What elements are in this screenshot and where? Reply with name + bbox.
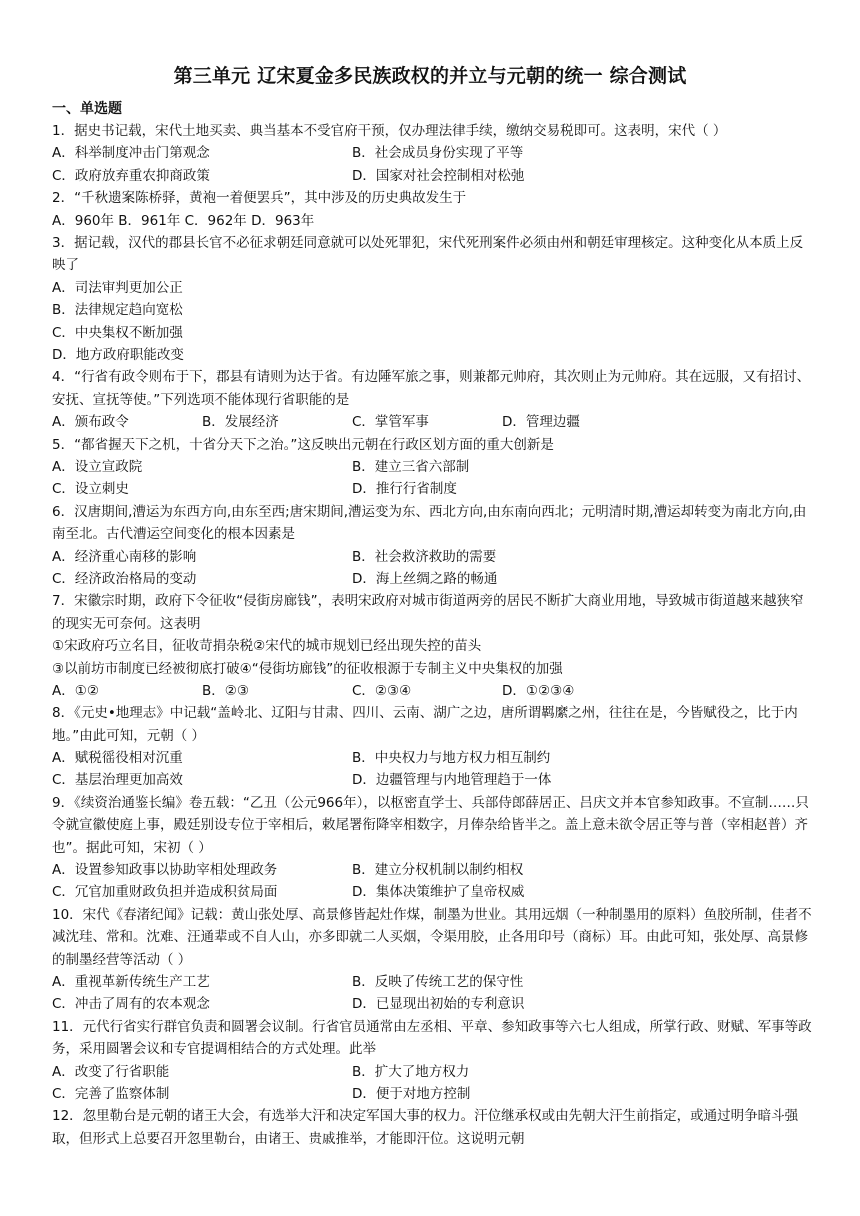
question-3-option-d: D．地方政府职能改变 <box>52 346 184 363</box>
question-9-option-c: C．冗官加重财政负担并造成积贫局面 <box>52 884 278 901</box>
question-5-option-b: B．建立三省六部制 <box>352 458 470 475</box>
question-7-options <box>52 680 816 702</box>
question-11-options <box>52 1061 816 1083</box>
question-10-option-c: C．冲击了周有的农本观念 <box>52 996 210 1013</box>
question-11-option-c: C．完善了监察体制 <box>52 1086 170 1103</box>
question-9-options <box>52 859 816 881</box>
question-9-option-b: B．建立分权机制以制约相权 <box>352 862 524 879</box>
question-5-stem: 5．“都省握天下之机，十省分天下之治。”这反映出元朝在行政区划方面的重大创新是 <box>52 436 554 453</box>
question-7-stem: 7．宋徽宗时期，政府下令征收“侵街房廊钱”，表明宋政府对城市街道两旁的居民不断扩大商业用地，导致城市街道越来越狭窄的现实无可奈何。这表明 <box>52 593 804 632</box>
question-1-option-d: D．国家对社会控制相对松弛 <box>352 167 525 184</box>
question-3-stem: 3．据记载，汉代的郡县长官不必征求朝廷同意就可以处死罪犯，宋代死刑案件必须由州和朝廷审理核定。这种变化从本质上反映了 <box>52 234 804 274</box>
question-12-stem: 12．忽里勒台是元朝的诸王大会，有选举大汗和决定军国大事的权力。汗位继承权或由先朝大汗生前指定，或通过明争暗斗强取，但形式上总要召开忽里勒台，由诸王、贵戚推举，才能即汗位。这说明元朝 <box>52 1108 799 1147</box>
question-10-option-d: D．已显现出初始的专利意识 <box>352 996 525 1013</box>
question-6-option-d: D．海上丝绸之路的畅通 <box>352 570 498 587</box>
question-11-option-b: B．扩大了地方权力 <box>352 1063 470 1080</box>
question-3-option-a: A．司法审判更加公正 <box>52 279 183 296</box>
question-7-option-b: B．②③ <box>202 682 249 699</box>
question-3-option-c: C．中央集权不断加强 <box>52 324 183 341</box>
question-4-option-b: B．发展经济 <box>202 414 279 431</box>
question-7-option-a: A．①② <box>52 682 99 699</box>
question-1-options <box>52 142 816 164</box>
question-8-option-b: B．中央权力与地方权力相互制约 <box>352 750 551 767</box>
question-2-options: A．960年 B．961年 C．962年 D．963年 <box>52 212 315 229</box>
question-8-option-d: D．边疆管理与内地管理趋于一体 <box>352 772 552 789</box>
question-5-options <box>52 478 816 500</box>
question-11-option-d: D．便于对地方控制 <box>352 1086 471 1103</box>
question-9-option-a: A．设置参知政事以协助宰相处理政务 <box>52 862 278 879</box>
question-5-option-c: C．设立刺史 <box>52 481 129 498</box>
question-6-option-a: A．经济重心南移的影响 <box>52 548 197 565</box>
question-8-options <box>52 769 816 791</box>
question-10-options <box>52 971 816 993</box>
question-11-options <box>52 1083 816 1105</box>
document-title: 第三单元 辽宋夏金多民族政权的并立与元朝的统一 综合测试 <box>173 65 687 87</box>
question-6-options <box>52 568 816 590</box>
question-5-option-a: A．设立宣政院 <box>52 458 143 475</box>
question-10-option-a: A．重视革新传统生产工艺 <box>52 974 210 991</box>
question-7-statements: ①宋政府巧立名目，征收苛捐杂税②宋代的城市规划已经出现失控的苗头 <box>52 638 482 655</box>
question-1-option-a: A．科举制度冲击门第观念 <box>52 145 210 162</box>
question-7-option-d: D．①②③④ <box>502 682 575 699</box>
question-6-option-b: B．社会救济救助的需要 <box>352 548 497 565</box>
question-5-option-d: D．推行行省制度 <box>352 481 457 498</box>
question-list <box>52 120 816 1150</box>
question-11-stem: 11．元代行省实行群官负责和圆署会议制。行省官员通常由左丞相、平章、参知政事等六七人组成，所掌行政、财赋、军事等政务，采用圆署会议和专官提调相结合的方式处理。此举 <box>52 1018 812 1058</box>
question-1-option-c: C．政府放弃重农抑商政策 <box>52 167 210 184</box>
question-11-option-a: A．改变了行省职能 <box>52 1063 170 1080</box>
question-8-stem: 8．《元史•地理志》中记载“盖岭北、辽阳与甘肃、四川、云南、湖广之边，唐所谓羁縻之州，往往在是，今皆赋役之，比于内地。”由此可知，元朝（ ） <box>52 705 798 744</box>
question-6-options <box>52 546 816 568</box>
question-7-option-c: C．②③④ <box>352 682 412 699</box>
question-10-options <box>52 993 816 1015</box>
question-9-options <box>52 881 816 903</box>
question-1-option-b: B．社会成员身份实现了平等 <box>352 145 524 162</box>
question-4-option-a: A．颁布政令 <box>52 414 129 431</box>
section-heading: 一、单选题 <box>52 101 122 117</box>
question-9-option-d: D．集体决策维护了皇帝权威 <box>352 884 525 901</box>
question-10-stem: 10．宋代《春渚纪闻》记载：黄山张处厚、高景修皆起灶作煤，制墨为世业。其用远烟（一种制墨用的原料）鱼胶所制，佳者不减沈珪、常和。沈难、汪通辈或不自人山，亦多即就二人买烟，令渠用胶，止各用印号（商标）耳。由此可知，张处厚、高景修的制墨经营等活动（ ） <box>52 906 812 968</box>
question-6-stem: 6．汉唐期间,漕运为东西方向,由东至西;唐宋期间,漕运变为东、西北方向,由东南向西北；元明清时期,漕运却转变为南北方向,由南至北。古代漕运空间变化的根本因素是 <box>52 503 807 543</box>
question-3-option-b: B．法律规定趋向宽松 <box>52 302 183 319</box>
question-9-stem: 9．《续资治通鉴长编》卷五载：“乙丑（公元966年），以枢密直学士、兵部侍郎薛居正、吕庆文并本官参知政事。不宣制……只令就宣徽使庭上事，殿廷别设专位于宰相后，敕尾署衔降宰相数字，月俸杂给皆半之。盖上意未欲令居正等与普（宰相赵普）齐也”。据此可知，宋初（ ） <box>52 794 809 856</box>
question-5-options <box>52 456 816 478</box>
question-4-stem: 4．“行省有政令则布于下，郡县有请则为达于省。有边陲军旅之事，则兼都元帅府，其次则止为元帅府。其在远服，又有招讨、安抚、宣抚等使。”下列选项不能体现行省职能的是 <box>52 369 811 408</box>
question-10-option-b: B．反映了传统工艺的保守性 <box>352 974 524 991</box>
question-4-option-c: C．掌管军事 <box>352 414 429 431</box>
question-8-option-c: C．基层治理更加高效 <box>52 772 183 789</box>
question-8-options <box>52 747 816 769</box>
question-2-stem: 2．“千秋遗案陈桥驿，黄袍一着便罢兵”，其中涉及的历史典故发生于 <box>52 190 467 207</box>
question-4-options <box>52 411 816 433</box>
question-1-stem: 1．据史书记载，宋代土地买卖、典当基本不受官府干预，仅办理法律手续，缴纳交易税即可。这表明，宋代（ ） <box>52 123 727 139</box>
question-1-options <box>52 165 816 187</box>
question-7-statements: ③以前坊市制度已经被彻底打破④“侵街坊廊钱”的征收根源于专制主义中央集权的加强 <box>52 660 563 677</box>
question-6-option-c: C．经济政治格局的变动 <box>52 570 197 587</box>
question-8-option-a: A．赋税徭役相对沉重 <box>52 750 183 767</box>
question-4-option-d: D．管理边疆 <box>502 414 580 431</box>
